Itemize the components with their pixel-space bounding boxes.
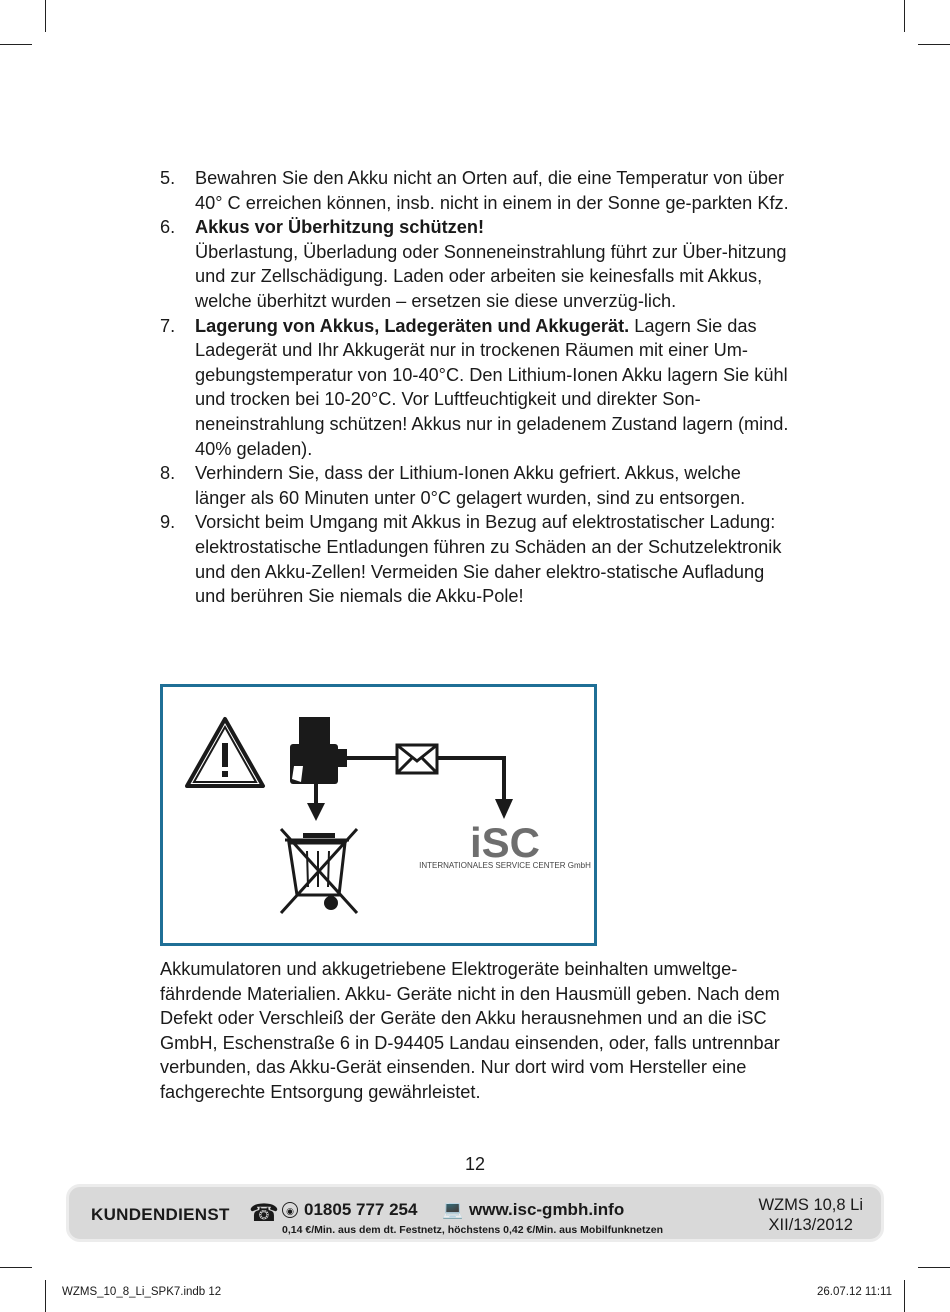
telephone-icon: ☎	[249, 1200, 279, 1227]
crop-mark	[904, 0, 905, 32]
model-info	[758, 1195, 863, 1235]
list-item	[160, 215, 792, 313]
safety-instructions-list	[160, 166, 792, 609]
crop-mark	[45, 0, 46, 32]
envelope-icon	[397, 745, 437, 773]
disposal-paragraph: Akkumulatoren und akkugetriebene Elektrogeräte beinhalten umweltge-fährdende Materialien. Akku- Geräte nicht in den Hausmüll geben. Nach dem Defekt oder Verschleiß der Geräte den Akku herausnehmen und an die iSC GmbH, Eschenstraße 6 in D-94405 Landau einsenden, oder, falls untrennbar verbunden, das Akku-Gerät einsenden. Nur dort wird vom Hersteller eine fachgerechte Entsorgung gewährleistet.	[160, 959, 780, 1102]
crop-mark	[0, 1267, 32, 1268]
service-footer	[66, 1184, 884, 1242]
connector-line	[437, 758, 504, 802]
page-number: 12	[464, 1154, 486, 1174]
list-item	[160, 510, 792, 608]
list-item	[160, 314, 792, 462]
item-number: 9.	[160, 512, 176, 533]
website-link[interactable]: www.isc-gmbh.info	[469, 1200, 625, 1219]
version-code: XII/13/2012	[768, 1216, 853, 1234]
item-text: Vorsicht beim Umgang mit Akkus in Bezug auf elektrostatischer Ladung: elektrostatische Entladungen führen zu Schäden an der Schutzelektronik und den Akku-Zellen! Vermeiden Sie daher elektro-statische Aufladung und berühren Sie niemals die Akku-Pole!	[195, 512, 782, 607]
print-slug-date: 26.07.12 11:11	[816, 1286, 892, 1298]
item-heading: Lagerung von Akkus, Ladegeräten und Akkugerät.	[195, 315, 630, 336]
crop-mark	[918, 44, 950, 45]
arrow-down-icon	[495, 799, 513, 819]
arrow-down-icon	[307, 803, 325, 821]
crop-mark	[45, 1280, 46, 1312]
item-text: Akkus vor Überhitzung schützen! Überlastung, Überladung oder Sonneneinstrahlung führt zur Über-hitzung und zur Zellschädigung. Laden oder arbeiten sie keinesfalls mit Akkus, welche überhitzt wurden – ersetzen sie diese unverzüg-lich.	[195, 217, 787, 311]
item-text: Lagerung von Akkus, Ladegeräten und Akkugerät. Lagern Sie das Ladegerät und Ihr Akkugerät nur in trockenen Räumen mit einer Um-gebungstemperatur von 10-40°C. Den Lithium-Ionen Akku lagern Sie kühl und trocken bei 10-20°C. Vor Luftfeuchtigkeit und direkter Son-neneinstrahlung schützen! Akkus nur in geladenem Zustand lagern (mind. 40% geladen).	[195, 315, 789, 459]
model-name: WZMS 10,8 Li	[758, 1196, 863, 1214]
item-number: 5.	[160, 168, 176, 188]
logo-text: iSC	[469, 819, 541, 866]
crop-mark	[918, 1267, 950, 1268]
crop-mark	[904, 1280, 905, 1312]
list-item	[160, 461, 792, 510]
item-number: 6.	[160, 217, 176, 238]
crossed-out-bin-icon	[281, 829, 357, 913]
item-number: 7.	[160, 315, 176, 336]
list-item	[160, 166, 792, 215]
service-label: KUNDENDIENST	[91, 1205, 230, 1224]
battery-icon	[290, 717, 347, 784]
item-text: Bewahren Sie den Akku nicht an Orten auf, die eine Temperatur von über 40° C erreichen können, insb. nicht in einem in der Sonne ge-parkten Kfz.	[195, 168, 789, 213]
item-number: 8.	[160, 463, 176, 484]
logo-subtitle: INTERNATIONALES SERVICE CENTER GmbH	[419, 861, 591, 870]
item-text: Verhindern Sie, dass der Lithium-Ionen Akku gefriert. Akkus, welche länger als 60 Minuten unter 0°C gelagert wurden, sind zu entsorgen.	[195, 463, 746, 508]
warning-icon	[187, 719, 263, 786]
price-note: 0,14 €/Min. aus dem dt. Festnetz, höchstens 0,42 €/Min. aus Mobilfunknetzen	[282, 1224, 663, 1236]
crop-mark	[0, 44, 32, 45]
laptop-icon: 💻	[442, 1200, 464, 1219]
phone-number: 01805 777 254	[304, 1200, 418, 1219]
disposal-diagram-graphic	[163, 687, 594, 943]
print-slug-file: WZMS_10_8_Li_SPK7.indb 12	[62, 1286, 222, 1298]
dial-icon: ◉	[282, 1202, 298, 1218]
disposal-diagram	[160, 684, 597, 946]
isc-logo	[419, 819, 591, 870]
item-heading: Akkus vor Überhitzung schützen!	[195, 217, 485, 238]
